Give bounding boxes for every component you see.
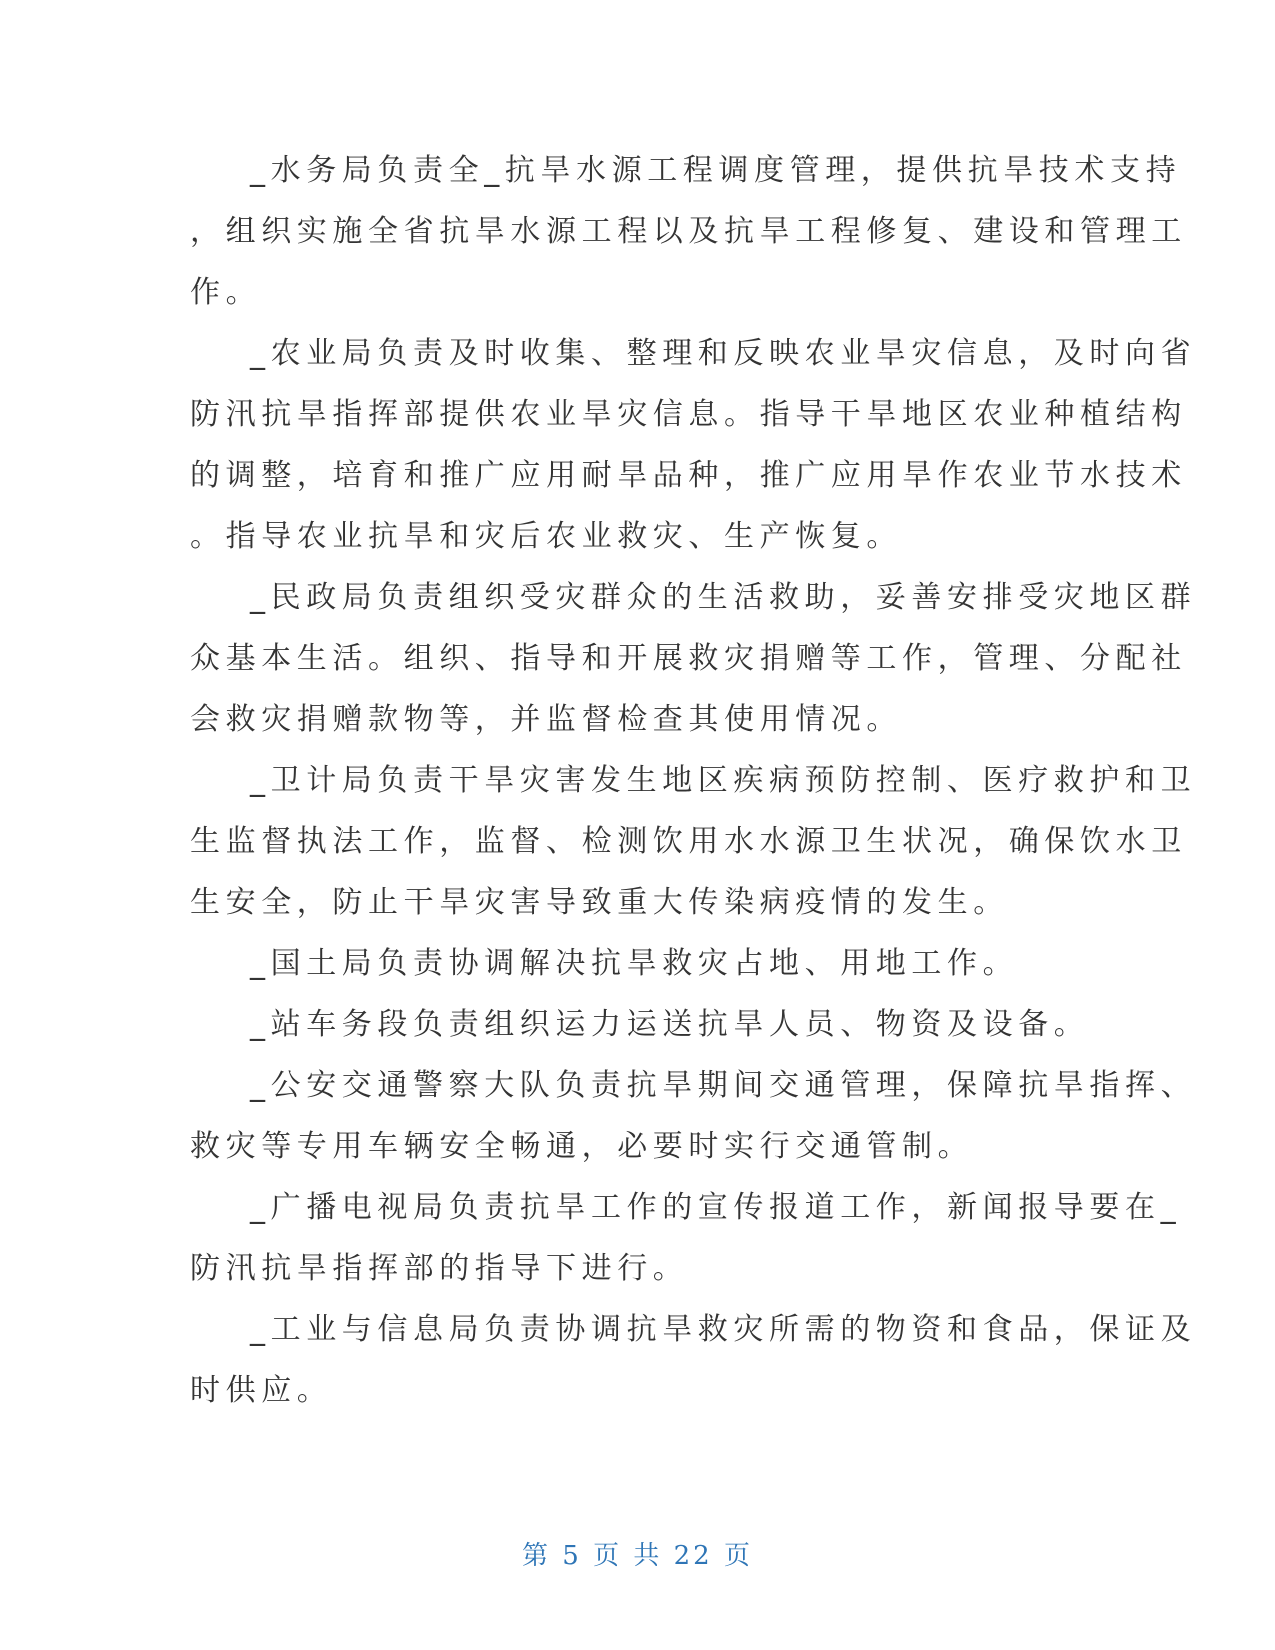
text-line: 作。	[190, 275, 262, 310]
text-line: 会救灾捐赠款物等，并监督检查其使用情况。	[190, 702, 902, 737]
paragraph-agriculture	[190, 323, 1197, 567]
text-line: 救灾等专用车辆安全畅通，必要时实行交通管制。	[190, 1129, 974, 1164]
paragraph-broadcasting	[190, 1177, 1182, 1299]
paragraph-land-resources	[190, 933, 1090, 994]
text-line: _水务局负责全_抗旱水源工程调度管理，提供抗旱技术支持	[250, 153, 1182, 188]
text-line: _卫计局负责干旱灾害发生地区疾病预防控制、医疗救护和卫	[250, 763, 1197, 798]
text-line: _站车务段负责组织运力运送抗旱人员、物资及设备。	[250, 1007, 1090, 1042]
text-line: _农业局负责及时收集、整理和反映农业旱灾信息，及时向省	[250, 336, 1197, 371]
paragraph-railway	[190, 994, 1090, 1055]
text-line: 的调整，培育和推广应用耐旱品种，推广应用旱作农业节水技术	[190, 458, 1187, 493]
paragraph-traffic-police	[190, 1055, 1197, 1177]
paragraph-water-affairs	[190, 140, 1187, 323]
text-line: _公安交通警察大队负责抗旱期间交通管理，保障抗旱指挥、	[250, 1068, 1197, 1103]
paragraph-civil-affairs	[190, 567, 1197, 750]
text-line: 。指导农业抗旱和灾后农业救灾、生产恢复。	[190, 519, 902, 554]
paragraph-health	[190, 750, 1197, 933]
page-number-footer: 第 5 页 共 22 页	[522, 1541, 753, 1571]
text-line: 生监督执法工作，监督、检测饮用水水源卫生状况，确保饮水卫	[190, 824, 1187, 859]
text-line: _民政局负责组织受灾群众的生活救助，妥善安排受灾地区群	[250, 580, 1197, 615]
document-body	[190, 140, 1197, 1421]
text-line: 时供应。	[190, 1373, 333, 1408]
paragraph-industry-info	[190, 1299, 1197, 1421]
text-line: _工业与信息局负责协调抗旱救灾所需的物资和食品，保证及	[250, 1312, 1197, 1347]
text-line: 防汛抗旱指挥部提供农业旱灾信息。指导干旱地区农业种植结构	[190, 397, 1187, 432]
text-line: 生安全，防止干旱灾害导致重大传染病疫情的发生。	[190, 885, 1009, 920]
text-line: 众基本生活。组织、指导和开展救灾捐赠等工作，管理、分配社	[190, 641, 1187, 676]
text-line: _国土局负责协调解决抗旱救灾占地、用地工作。	[250, 946, 1019, 981]
text-line: ，组织实施全省抗旱水源工程以及抗旱工程修复、建设和管理工	[190, 214, 1187, 249]
text-line: _广播电视局负责抗旱工作的宣传报道工作，新闻报导要在_	[250, 1190, 1182, 1225]
text-line: 防汛抗旱指挥部的指导下进行。	[190, 1251, 689, 1286]
